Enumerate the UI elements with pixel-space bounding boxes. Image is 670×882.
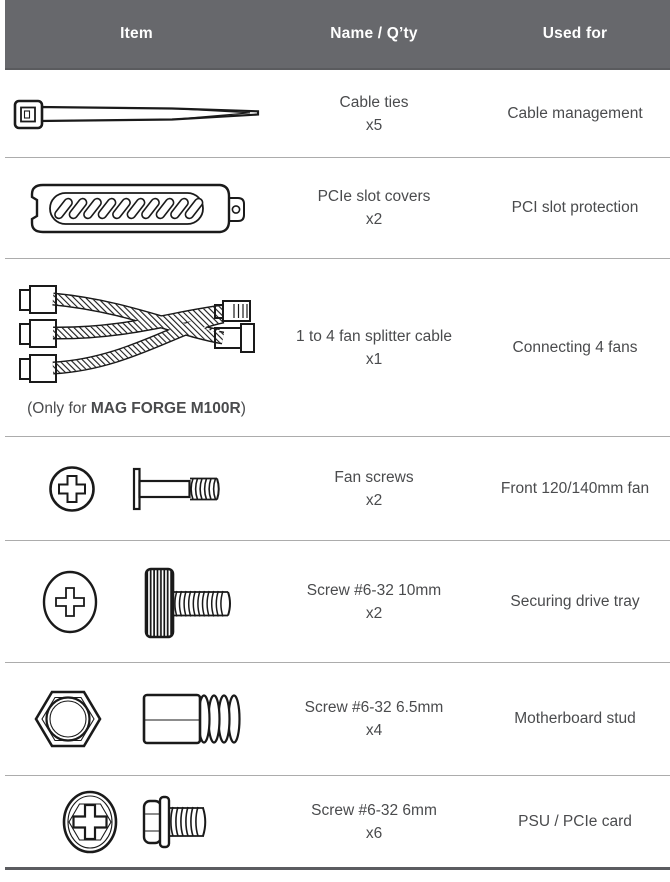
column-header-item: Item	[120, 25, 153, 42]
item-quantity: x1	[365, 350, 383, 368]
item-name: Screw #6-32 6mm	[311, 801, 437, 819]
item-name: Cable ties	[339, 93, 409, 111]
item-name: 1 to 4 fan splitter cable	[296, 327, 452, 345]
item-used-for: Motherboard stud	[514, 710, 636, 727]
item-name: Fan screws	[334, 468, 414, 486]
column-header-name-qty: Name / Q’ty	[330, 25, 418, 42]
item-quantity: x2	[365, 604, 383, 622]
cable-tie-illustration	[12, 94, 262, 134]
fan-screw-illustration	[42, 460, 232, 518]
item-quantity: x5	[365, 116, 383, 134]
hex-head-screw-illustration	[54, 786, 219, 858]
item-used-for: Front 120/140mm fan	[500, 479, 650, 497]
item-used-for: Cable management	[507, 104, 643, 122]
accessories-table	[5, 0, 670, 870]
column-header-used-for: Used for	[542, 25, 608, 42]
item-used-for: PCI slot protection	[511, 199, 639, 216]
item-name: Screw #6-32 6.5mm	[304, 699, 444, 716]
table-row	[5, 158, 670, 259]
item-quantity: x2	[365, 211, 383, 228]
table-row	[5, 437, 670, 541]
table-header-row	[5, 0, 670, 70]
table-row	[5, 70, 670, 158]
model-name: MAG FORGE M100R	[90, 399, 241, 417]
item-quantity: x6	[365, 824, 383, 842]
item-used-for: Connecting 4 fans	[512, 338, 638, 356]
item-used-for: Securing drive tray	[510, 592, 640, 610]
pcie-slot-cover-illustration	[23, 177, 251, 239]
item-used-for: PSU / PCIe card	[518, 812, 632, 830]
item-note: (Only for MAG FORGE M100R)	[27, 399, 246, 417]
item-quantity: x2	[365, 491, 383, 509]
fan-splitter-cable-illustration	[17, 278, 257, 390]
item-name: PCIe slot covers	[317, 188, 431, 205]
item-name: Screw #6-32 10mm	[306, 581, 442, 599]
item-quantity: x4	[365, 722, 383, 739]
table-row	[5, 541, 670, 663]
thumbscrew-illustration	[34, 562, 239, 642]
table-row	[5, 663, 670, 776]
table-row	[5, 776, 670, 870]
table-row	[5, 259, 670, 437]
motherboard-standoff-illustration	[26, 680, 248, 758]
